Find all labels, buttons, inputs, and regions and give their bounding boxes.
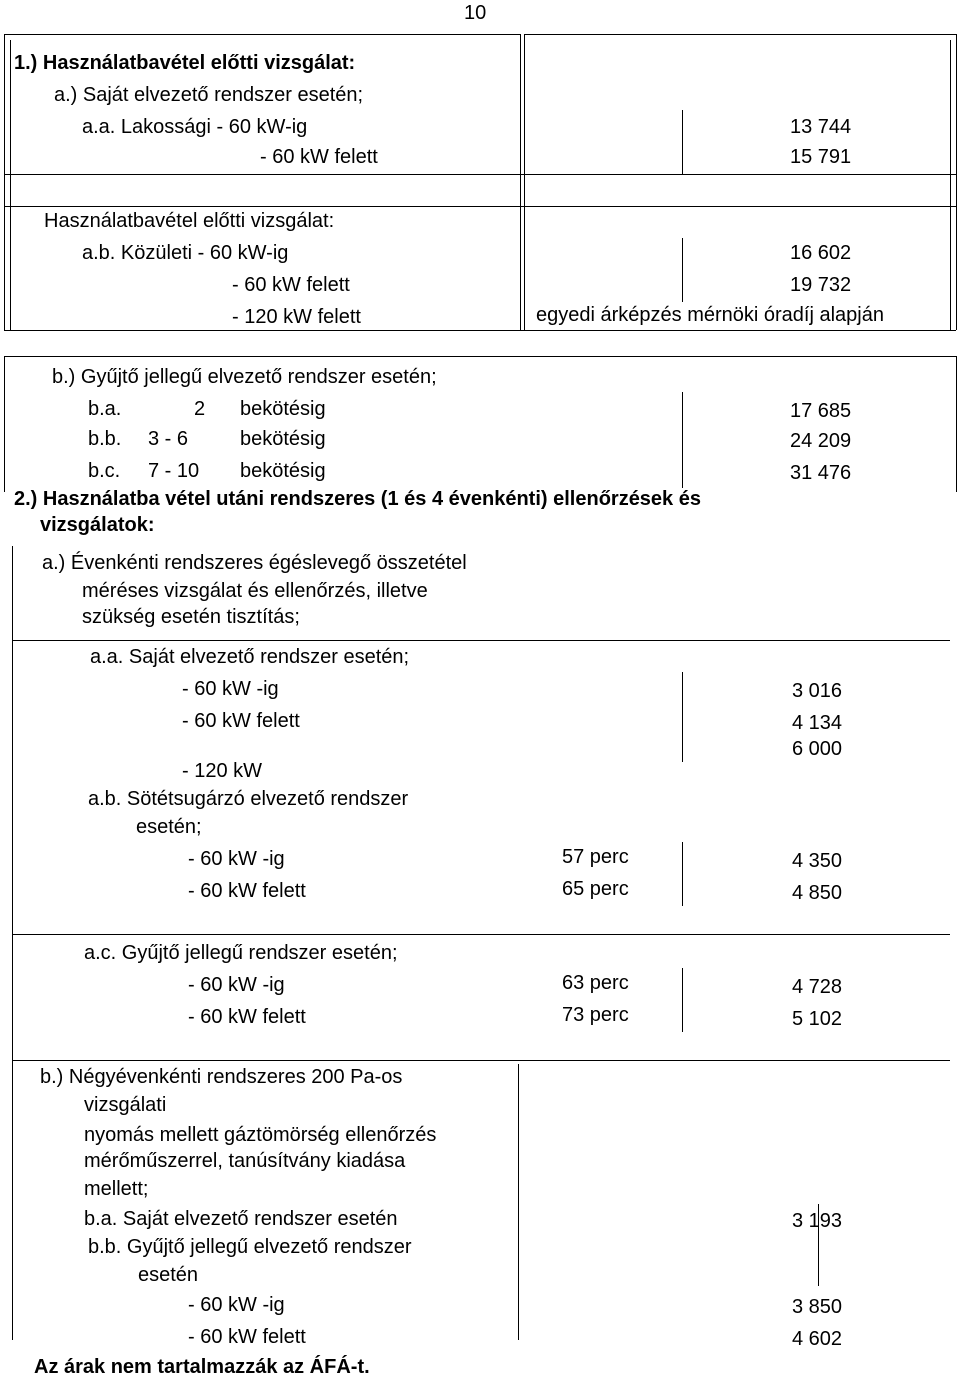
collective-price-2: 5 102 [792,1008,843,1030]
dark-radiant-title-2: esetén; [136,816,202,838]
public-price-3: egyedi árképzés mérnöki óradíj alapján [536,304,884,326]
collective-time-2: 73 perc [562,1004,629,1026]
annual-desc-line3: szükség esetén tisztítás; [82,606,300,628]
bb-text: bekötésig [240,428,326,450]
bc-price: 31 476 [790,462,852,484]
annual-own-price-1: 3 016 [792,680,843,702]
fouryear-desc-line5: mellett; [84,1178,149,1200]
annual-own-title: a.a. Saját elvezető rendszer esetén; [90,646,410,668]
bc-code: b.c. [88,460,121,482]
public-price-2: 19 732 [790,274,852,296]
fouryear-collective-price-2: 4 602 [792,1328,843,1350]
public-label: a.b. Közületi - 60 kW-ig [82,242,289,264]
fouryear-own-price: 3 193 [792,1210,843,1232]
dark-radiant-price-2: 4 850 [792,882,843,904]
fouryear-desc-line1: b.) Négyévenkénti rendszeres 200 Pa-os [40,1066,403,1088]
collective-row1: - 60 kW -ig [188,974,285,996]
dark-radiant-row1: - 60 kW -ig [188,848,285,870]
fouryear-collective-row2: - 60 kW felett [188,1326,306,1348]
section1-sub-a: a.) Saját elvezető rendszer esetén; [54,84,364,106]
dark-radiant-time-2: 65 perc [562,878,629,900]
section1-title-2: Használatbavétel előtti vizsgálat: [44,210,335,232]
public-price-1: 16 602 [790,242,852,264]
dark-radiant-time-1: 57 perc [562,846,629,868]
residential-row2: - 60 kW felett [260,146,378,168]
ba-num: 2 [194,398,206,420]
fouryear-desc-line3: nyomás mellett gáztömörség ellenőrzés [84,1124,437,1146]
ba-text: bekötésig [240,398,326,420]
dark-radiant-title-1: a.b. Sötétsugárzó elvezető rendszer [88,788,409,810]
section1-title: 1.) Használatbavétel előtti vizsgálat: [14,52,356,74]
fouryear-desc-line4: mérőműszerrel, tanúsítvány kiadása [84,1150,406,1172]
bb-num: 3 - 6 [148,428,189,450]
collective-price-1: 4 728 [792,976,843,998]
vat-note: Az árak nem tartalmazzák az ÁFÁ-t. [34,1356,370,1378]
annual-desc-line2: méréses vizsgálat és ellenőrzés, illetve [82,580,428,602]
public-row3: - 120 kW felett [232,306,361,328]
annual-own-row1: - 60 kW -ig [182,678,279,700]
bb-code: b.b. [88,428,122,450]
section2-title-line1: 2.) Használatba vétel utáni rendszeres (1 és 4 évenkénti) ellenőrzések és [14,488,701,510]
dark-radiant-row2: - 60 kW felett [188,880,306,902]
collective-row2: - 60 kW felett [188,1006,306,1028]
bc-num: 7 - 10 [148,460,200,482]
page-number: 10 [464,2,487,24]
section2-title-line2: vizsgálatok: [40,514,155,536]
fouryear-collective-text-2: esetén [138,1264,199,1286]
fouryear-own-text: b.a. Saját elvezető rendszer esetén [84,1208,398,1230]
residential-price-2: 15 791 [790,146,852,168]
annual-desc-line1: a.) Évenkénti rendszeres égéslevegő összetétel [42,552,467,574]
collective-time-1: 63 perc [562,972,629,994]
section1-sub-b: b.) Gyűjtő jellegű elvezető rendszer esetén; [52,366,437,388]
dark-radiant-price-1: 4 350 [792,850,843,872]
annual-own-row3: - 120 kW [182,760,263,782]
fouryear-collective-price-1: 3 850 [792,1296,843,1318]
annual-own-price-2: 4 134 [792,712,843,734]
fouryear-collective-row1: - 60 kW -ig [188,1294,285,1316]
fouryear-collective-text-1: b.b. Gyűjtő jellegű elvezető rendszer [88,1236,412,1258]
annual-own-price-3: 6 000 [792,738,843,760]
public-row2: - 60 kW felett [232,274,350,296]
collective-title: a.c. Gyűjtő jellegű rendszer esetén; [84,942,398,964]
residential-price-1: 13 744 [790,116,852,138]
ba-price: 17 685 [790,400,852,422]
annual-own-row2: - 60 kW felett [182,710,300,732]
fouryear-desc-line2: vizsgálati [84,1094,167,1116]
ba-code: b.a. [88,398,122,420]
residential-label: a.a. Lakossági - 60 kW-ig [82,116,308,138]
bc-text: bekötésig [240,460,326,482]
bb-price: 24 209 [790,430,852,452]
